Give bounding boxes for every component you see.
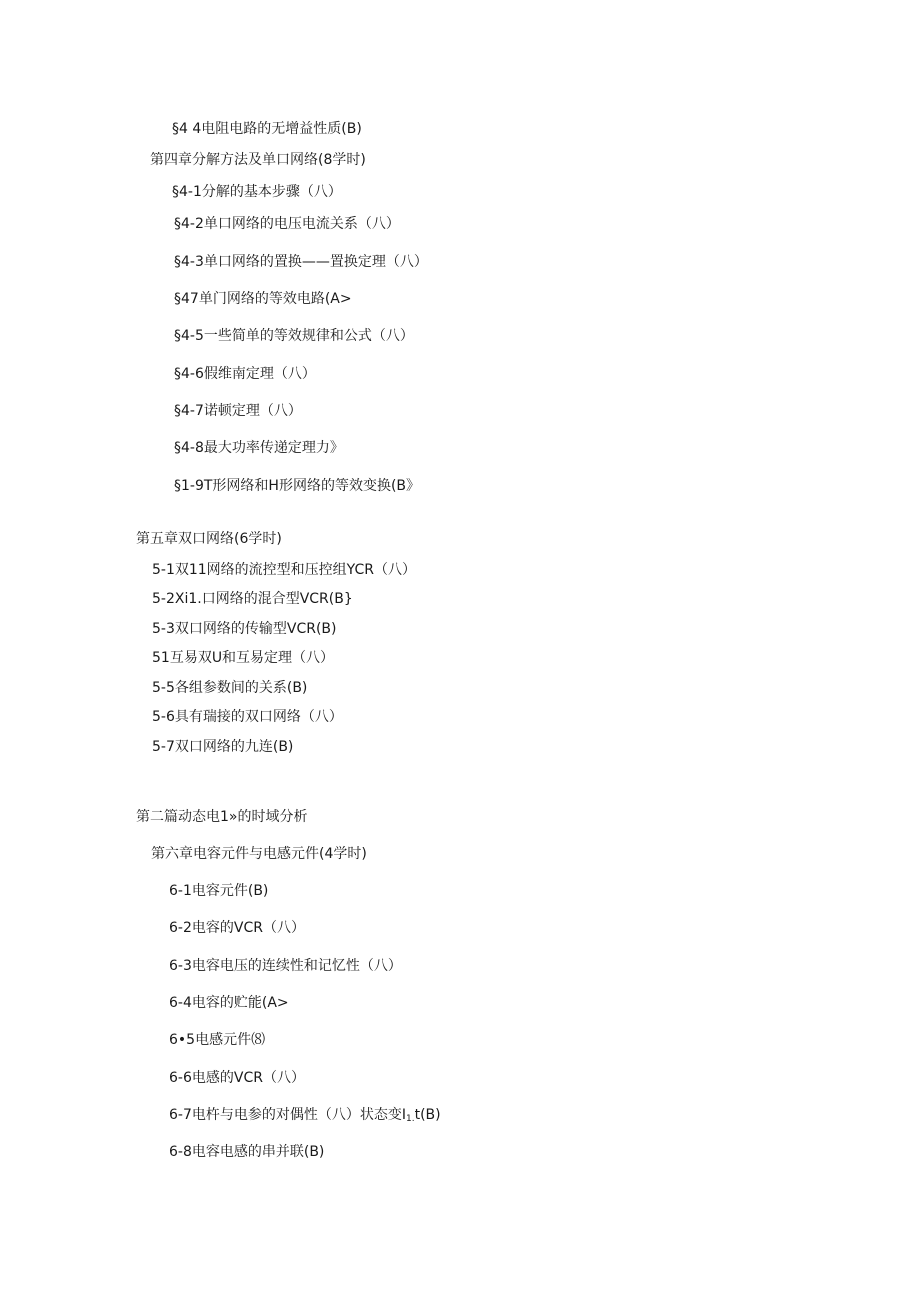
section-6-7-suffix: t(B) (414, 1107, 441, 1123)
section-5-5: 5-5各组参数间的关系(B) (152, 680, 308, 696)
section-5-1: 5-1双11网络的流控型和压控组YCR（八） (152, 562, 416, 578)
section-6-7-subscript: 1. (406, 1114, 415, 1124)
chapter-6-heading: 第六章电容元件与电感元件(4学时) (151, 846, 367, 862)
chapter-5-heading: 第五章双口网络(6学时) (136, 531, 282, 547)
section-6-2: 6-2电容的VCR（八） (169, 920, 305, 936)
section-5-4: 51互易双U和互易定理（八） (152, 650, 335, 666)
section-6-8: 6-8电容电感的串并联(B) (169, 1144, 325, 1160)
section-4-4-equivalent: §47单门网络的等效电路(A> (174, 291, 352, 307)
section-4-6: §4-6假维南定理（八） (174, 366, 316, 382)
section-5-3: 5-3双口网络的传输型VCR(B) (152, 621, 337, 637)
section-5-7: 5-7双口网络的九连(B) (152, 739, 294, 755)
section-6-7-text: 6-7电杵与电参的对偶性（八）状态变I (169, 1107, 406, 1123)
part-2-heading: 第二篇动态电1»的时域分析 (136, 809, 308, 825)
section-4-4: §4 4电阻电路的无增益性质(B) (172, 121, 362, 137)
section-6-4: 6-4电容的贮能(A> (169, 995, 289, 1011)
chapter-4-heading: 第四章分解方法及单口网络(8学时) (150, 152, 366, 168)
section-6-6: 6-6电感的VCR（八） (169, 1070, 305, 1086)
section-5-6: 5-6具有瑞接的双口网络（八） (152, 709, 343, 725)
section-4-9: §1-9T形网络和H形网络的等效变换(B》 (174, 478, 421, 494)
section-4-3: §4-3单口网络的置换——置换定理（八） (174, 254, 428, 270)
section-6-5: 6•5电感元件⑻ (169, 1032, 266, 1048)
section-4-1: §4-1分解的基本步骤（八） (172, 184, 342, 200)
section-4-5: §4-5一些简单的等效规律和公式（八） (174, 328, 414, 344)
section-4-8: §4-8最大功率传递定理力》 (174, 440, 344, 456)
section-5-2: 5-2Xi1.口网络的混合型VCR(B} (152, 591, 353, 607)
section-6-3: 6-3电容电压的连续性和记忆性（八） (169, 958, 402, 974)
section-6-7 (169, 1106, 441, 1128)
section-4-2: §4-2单口网络的电压电流关系（八） (174, 216, 400, 232)
section-4-7: §4-7诺顿定理（八） (174, 403, 302, 419)
section-6-1: 6-1电容元件(B) (169, 883, 269, 899)
